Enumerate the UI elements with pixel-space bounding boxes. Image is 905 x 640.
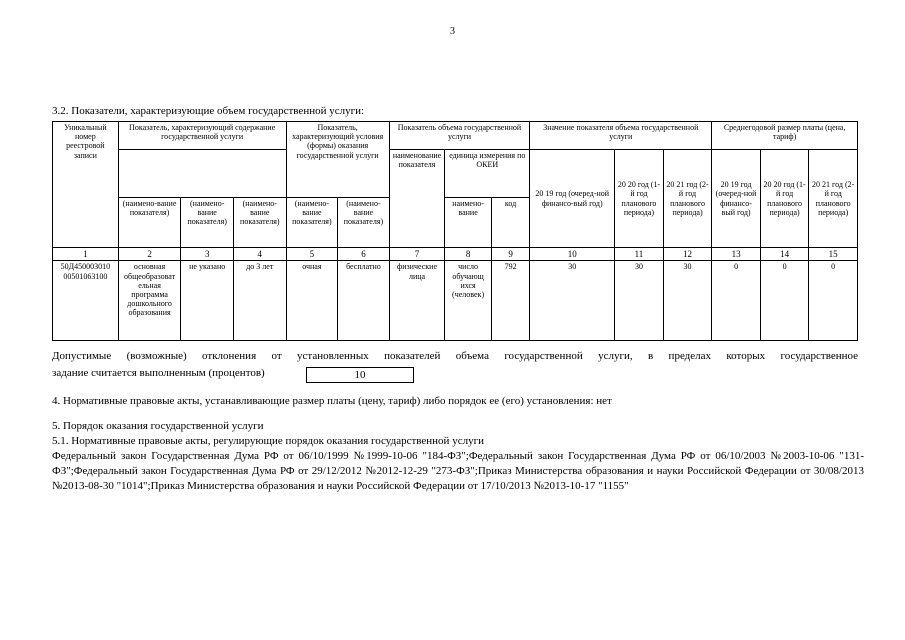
- cell-price-2021: 0: [809, 261, 858, 341]
- header-price-group: Среднегодовой размер платы (цена, тариф): [712, 122, 858, 150]
- col-num-6: 6: [338, 248, 390, 261]
- cell-price-2020: 0: [760, 261, 809, 341]
- header-unit-okei: единица измерения по ОКЕИ: [445, 150, 530, 198]
- cell-form: очная: [286, 261, 338, 341]
- col-num-11: 11: [615, 248, 664, 261]
- col-num-13: 13: [712, 248, 761, 261]
- col-num-10: 10: [530, 248, 615, 261]
- header-content-group: Показатель, характеризующий содержание государственной услуги: [118, 122, 286, 150]
- header-unit-name: наимено-вание: [445, 198, 492, 248]
- header-unique-number: Уникальный номер реестровой записи: [53, 122, 119, 248]
- volume-indicators-table: [52, 121, 858, 341]
- deviation-text-line-1: Допустимые (возможные) отклонения от установленных показателей объема государственной услуги, в пределах которых государственное: [52, 350, 858, 362]
- col-num-4: 4: [233, 248, 286, 261]
- section-3-2-title: 3.2. Показатели, характеризующие объем государственной услуги:: [52, 105, 365, 117]
- col-num-2: 2: [118, 248, 181, 261]
- cell-unit-name: число обучающ ихся (человек): [445, 261, 492, 341]
- col-num-1: 1: [53, 248, 119, 261]
- header-price-2021: 20 21 год (2-й год планового периода): [809, 150, 858, 248]
- cell-payment: бесплатно: [338, 261, 390, 341]
- cell-value-2020: 30: [615, 261, 664, 341]
- content-spacer: [118, 150, 286, 198]
- header-indicator-name: наименование показателя: [389, 150, 445, 248]
- legal-acts-list: Федеральный закон Государственная Дума РФ от 06/10/1999 №1999-10-06 "184-ФЗ";Федеральный закон Государственная Дума РФ от 06/10/2003 №2003-10-06 "131-ФЗ";Федеральный закон Государственная Дума РФ от 29/12/2012 №2012-12-29 "273-ФЗ";Приказ Министерства образования и науки Российской Федерации от 30/08/2013 №2013-08-30 "1014";Приказ Министерства образования и науки Российской Федерации от 17/10/2013 №2013-10-17 "1155": [52, 450, 864, 492]
- cell-value-2021: 30: [663, 261, 712, 341]
- col-num-12: 12: [663, 248, 712, 261]
- header-year-2019: 20 19 год (очеред-ной финансо-вый год): [530, 150, 615, 248]
- cell-price-2019: 0: [712, 261, 761, 341]
- header-volume-group: Показатель объема государственной услуги: [389, 122, 530, 150]
- param-name-5: (наимено-вание показателя): [338, 198, 390, 248]
- param-name-1: (наимено-вание показателя): [118, 198, 181, 248]
- col-num-8: 8: [445, 248, 492, 261]
- header-conditions-group: Показатель, характеризующий условия (формы) оказания государственной услуги: [286, 122, 389, 198]
- header-year-2021: 20 21 год (2-й год планового периода): [663, 150, 712, 248]
- param-name-2: (наимено-вание показателя): [181, 198, 234, 248]
- col-num-5: 5: [286, 248, 338, 261]
- col-num-7: 7: [389, 248, 445, 261]
- col-num-3: 3: [181, 248, 234, 261]
- header-year-2020: 20 20 год (1-й год планового периода): [615, 150, 664, 248]
- cell-age: до 3 лет: [233, 261, 286, 341]
- header-price-2020: 20 20 год (1-й год планового периода): [760, 150, 809, 248]
- table-row: [53, 261, 858, 341]
- col-num-14: 14: [760, 248, 809, 261]
- deviation-text-line-2: задание считается выполненным (процентов): [52, 367, 265, 379]
- deviation-value-box: 10: [306, 367, 414, 383]
- cell-unit-code: 792: [491, 261, 529, 341]
- header-price-2019: 20 19 год (очеред-ной финансо-вый год): [712, 150, 761, 248]
- page-number: 3: [450, 26, 455, 37]
- section-4-text: 4. Нормативные правовые акты, устанавливающие размер платы (цену, тариф) либо порядок ее (его) установления: нет: [52, 395, 612, 407]
- section-5-1-title: 5.1. Нормативные правовые акты, регулирующие порядок оказания государственной услуги: [52, 435, 484, 447]
- param-name-3: (наимено-вание показателя): [233, 198, 286, 248]
- cell-param-2: не указано: [181, 261, 234, 341]
- cell-recipients: физические лица: [389, 261, 445, 341]
- section-5-title: 5. Порядок оказания государственной услуги: [52, 420, 264, 432]
- header-unit-code: код: [491, 198, 529, 248]
- col-num-15: 15: [809, 248, 858, 261]
- col-num-9: 9: [491, 248, 529, 261]
- cell-program: основная общеобразоват ельная программа дошкольного образования: [118, 261, 181, 341]
- header-value-group: Значение показателя объема государственной услуги: [530, 122, 712, 150]
- cell-registry-number: 50Д450003010 00501063100: [53, 261, 119, 341]
- cell-value-2019: 30: [530, 261, 615, 341]
- param-name-4: (наимено-вание показателя): [286, 198, 338, 248]
